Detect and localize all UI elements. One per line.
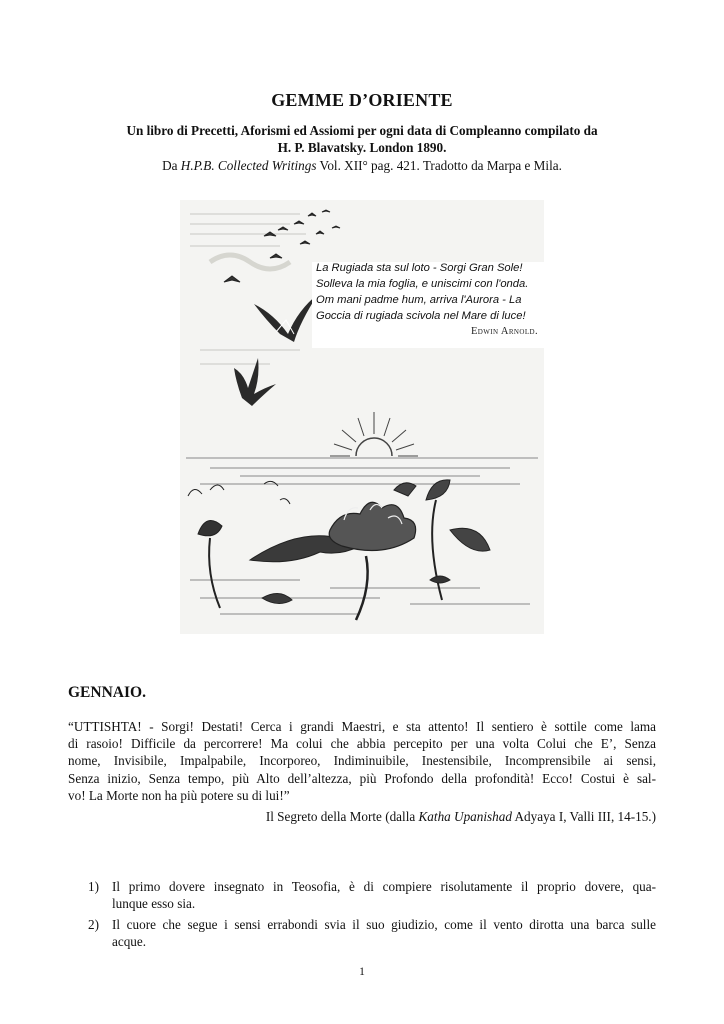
page-number: 1 [359,966,365,978]
quote-line-5: vo! La Morte non ha più potere su di lui!” [68,787,290,803]
list-item-line-2: lunque esso sia. [112,896,196,911]
document-title: GEMME D’ORIENTE [271,90,453,110]
list-item [88,878,656,912]
list-item-line-1: Il cuore che segue i sensi errabondi svia il suo giudizio, come il vento dirotta una barca sulle [112,917,656,932]
quote-line-4: Senza inizio, Senza tempo, più Alto dell’altezza, più Profondo della profondità! Ecco! Costui è sal- [68,770,656,786]
subtitle-line-2: H. P. Blavatsky. London 1890. [277,140,447,155]
verse-line-4: Goccia di rugiada scivola nel Mare di luce! [316,310,526,322]
list-item-number: 2) [88,917,99,932]
illustration [180,200,544,634]
quote-attribution [266,808,656,825]
month-quote [68,718,656,804]
attribution-prefix: Il Segreto della Morte (dalla [265,809,419,824]
quote-line-1: “UTTISHTA! - Sorgi! Destati! Cerca i grandi Maestri, e sta attento! Il sentiero è sottile come lama [68,719,656,734]
quote-line-2: di rasoio! Difficile da percorrere! Ma colui che abbia percepito per una volta Colui che E’, Senza [68,736,656,752]
attribution-suffix: Adyaya I, Valli III, 14-15.) [511,809,656,824]
verse-line-3: Om mani padme hum, arriva l'Aurora - La [316,294,522,306]
document-subtitle [60,122,664,156]
subtitle-line-1: Un libro di Precetti, Aforismi ed Assiomi per ogni data di Compleanno compilato da [126,123,598,138]
source-line [40,158,684,174]
attribution-source-title: Katha Upanishad [418,809,512,824]
source-book-title: H.P.B. Collected Writings [180,158,317,173]
verse-line-1: La Rugiada sta sul loto - Sorgi Gran Sole! [316,262,523,274]
month-heading: GENNAIO. [68,684,146,701]
list-item-number: 1) [88,879,99,894]
list-item [88,916,656,950]
source-prefix: Da [162,158,181,173]
list-item-line-2: acque. [112,934,147,949]
precepts-list [88,878,656,954]
quote-line-3: nome, Invisibile, Impalpabile, Incorporeo, Indiminuibile, Inestensibile, Incomprensibile ai sensi, [68,753,656,769]
verse-author: Edwin Arnold. [470,326,538,337]
list-item-line-1: Il primo dovere insegnato in Teosofia, è di compiere risolutamente il proprio dovere, qua- [112,879,656,894]
verse-line-2: Solleva la mia foglia, e uniscimi con l'onda. [316,278,529,290]
source-suffix: Vol. XII° pag. 421. Tradotto da Marpa e Mila. [316,158,562,173]
